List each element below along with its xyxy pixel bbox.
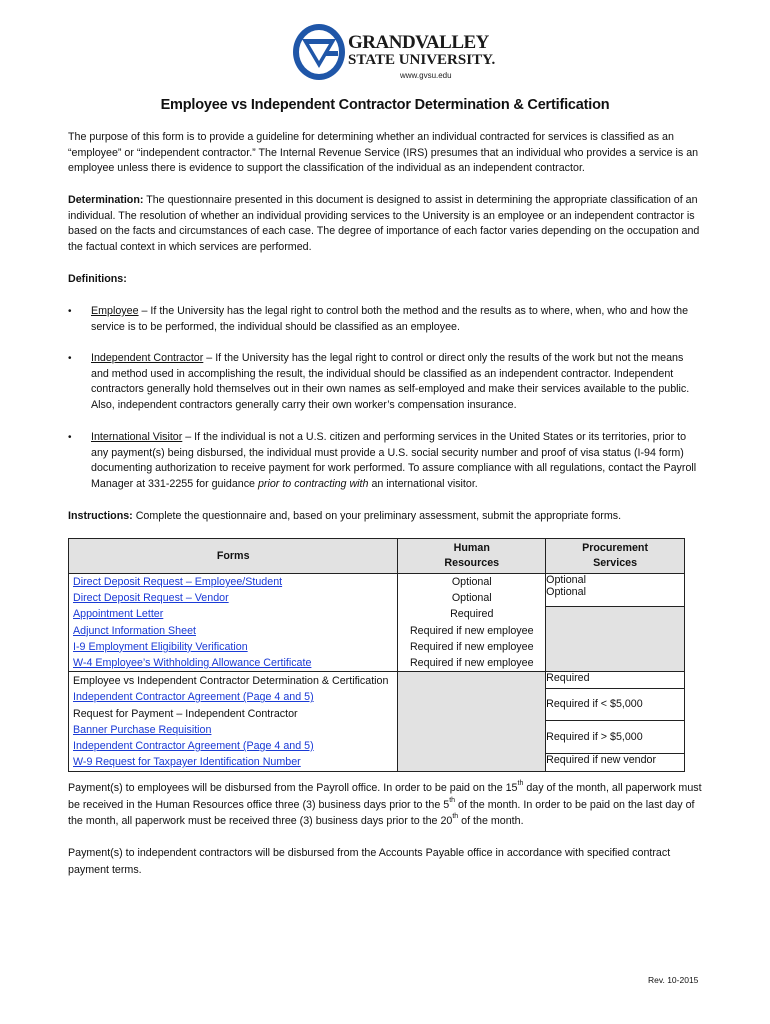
forms-table	[68, 538, 685, 772]
page-title: Employee vs Independent Contractor Determination & Certification	[160, 97, 610, 113]
procurement-forms-cell	[69, 672, 398, 772]
gvsu-logo	[292, 22, 496, 86]
hr-forms-cell	[69, 574, 398, 672]
header-procurement-services: Procurement Services	[546, 539, 685, 574]
hr-values-cell: Optional Optional Required Required if new employee Required if new employee Required if new employee	[398, 574, 546, 672]
instructions-label: Instructions:	[68, 510, 133, 522]
determination-paragraph	[68, 193, 704, 256]
link-i9-verification[interactable]: I-9 Employment Eligibility Verification	[73, 640, 248, 653]
link-adjunct-information-sheet[interactable]: Adjunct Information Sheet	[73, 624, 196, 637]
determination-label: Determination:	[68, 194, 144, 206]
hr-shaded-cell	[398, 672, 546, 772]
definition-independent-contractor: Independent Contractor – If the University has the legal right to control or direct only the results of the work but not the means and method used in accomplishing the result, the individual should be classified as an independent contractor. Independent contractors generally hold themselves out in their own names as self-employed and make their services available to the public. Also, independent contractors generally carry their own worker’s compensation insurance.	[91, 352, 690, 412]
form-determination-certification: Employee vs Independent Contractor Determination & Certification	[73, 675, 389, 688]
proc-required-new-vendor: Required if new vendor	[546, 754, 657, 767]
form-request-for-payment: Request for Payment – Independent Contractor	[73, 707, 298, 720]
intro-paragraph: The purpose of this form is to provide a guideline for determining whether an individual contracted for services is classified as an “employee” or “independent contractor.” The Internal Revenue Service (IRS) presumes that an individual who provides a service is an employee unless there is evidence to support the classification of the individual as an independent contractor.	[68, 131, 699, 175]
logo-line-2: STATE UNIVERSITY.	[348, 52, 496, 68]
procurement-values-cell	[546, 672, 685, 772]
gvsu-emblem-icon	[292, 22, 346, 82]
proc-required-over-5000: Required if > $5,000	[546, 721, 684, 754]
table-row-procurement-forms	[69, 672, 685, 772]
contractor-note: Payment(s) to independent contractors will be disbursed from the Accounts Payable office in accordance with specified contract payment terms.	[68, 847, 671, 876]
bullet-glyph: •	[68, 353, 72, 364]
proc-required-under-5000: Required if < $5,000	[546, 689, 684, 721]
link-w4-certificate[interactable]: W-4 Employee’s Withholding Allowance Certificate	[73, 657, 312, 670]
table-row-hr-forms	[69, 574, 685, 672]
link-w9-request[interactable]: W-9 Request for Taxpayer Identification Number	[73, 756, 301, 769]
header-forms: Forms	[69, 539, 398, 574]
logo-line-1: GRANDVALLEY	[348, 32, 489, 53]
link-contractor-agreement-2[interactable]: Independent Contractor Agreement (Page 4 and 5)	[73, 739, 314, 752]
bullet-glyph: •	[68, 306, 72, 317]
link-direct-deposit-employee[interactable]: Direct Deposit Request – Employee/Student	[73, 576, 283, 588]
term-employee: Employee	[91, 305, 139, 317]
header-human-resources: Human Resources	[398, 539, 546, 574]
table-header-row	[69, 539, 685, 574]
payroll-note: Payment(s) to employees will be disbursed from the Payroll office. In order to be paid on the 15th day of the month, all paperwork must be received in the Human Resources office three (3) business days prior to the 5th of the month. In order to be paid on the last day of the month, all paperwork must be received three (3) business days prior to the 20th of the month.	[68, 780, 702, 827]
link-appointment-letter[interactable]: Appointment Letter	[73, 608, 164, 621]
definition-international-visitor: International Visitor – If the individual is not a U.S. citizen and performing services in the United States or its territories, prior to any payment(s) being disbursed, the individual must provide a U.S. social security number and proof of visa status (I-94 form) documenting authorization to receive payment for work performed. To assure compliance with all regulations, contact the Payroll Manager at 331-2255 for guidance prior to contracting with an international visitor.	[91, 431, 697, 491]
link-direct-deposit-vendor[interactable]: Direct Deposit Request – Vendor	[73, 592, 229, 605]
procurement-shaded-area	[546, 606, 684, 671]
term-international-visitor: International Visitor	[91, 431, 183, 443]
definition-employee: Employee – If the University has the legal right to control both the method and the results as to where, when, who and how the service is to be performed, the individual should be classified as an employee.	[91, 305, 689, 333]
link-banner-purchase-requisition[interactable]: Banner Purchase Requisition	[73, 723, 212, 736]
instructions-paragraph: Instructions: Complete the questionnaire and, based on your preliminary assessment, submit the appropriate forms.	[68, 510, 622, 522]
logo-url: www.gvsu.edu	[400, 71, 452, 80]
determination-text: The questionnaire presented in this document is designed to assist in determining the appropriate classification of an individual. The resolution of whether an individual providing services to the University is an employee or an independent contractor is based on the facts and circumstances of each case. The degree of importance of each factor varies depending on the occupation and the factual context in which services are performed.	[68, 194, 700, 254]
definitions-heading: Definitions:	[68, 273, 127, 285]
term-independent-contractor: Independent Contractor	[91, 352, 204, 364]
revision-label: Rev. 10-2015	[648, 975, 699, 985]
proc-required: Required	[546, 672, 684, 689]
procurement-top-cell: Optional Optional	[546, 574, 685, 672]
bullet-glyph: •	[68, 432, 72, 443]
link-contractor-agreement-1[interactable]: Independent Contractor Agreement (Page 4 and 5)	[73, 691, 314, 704]
